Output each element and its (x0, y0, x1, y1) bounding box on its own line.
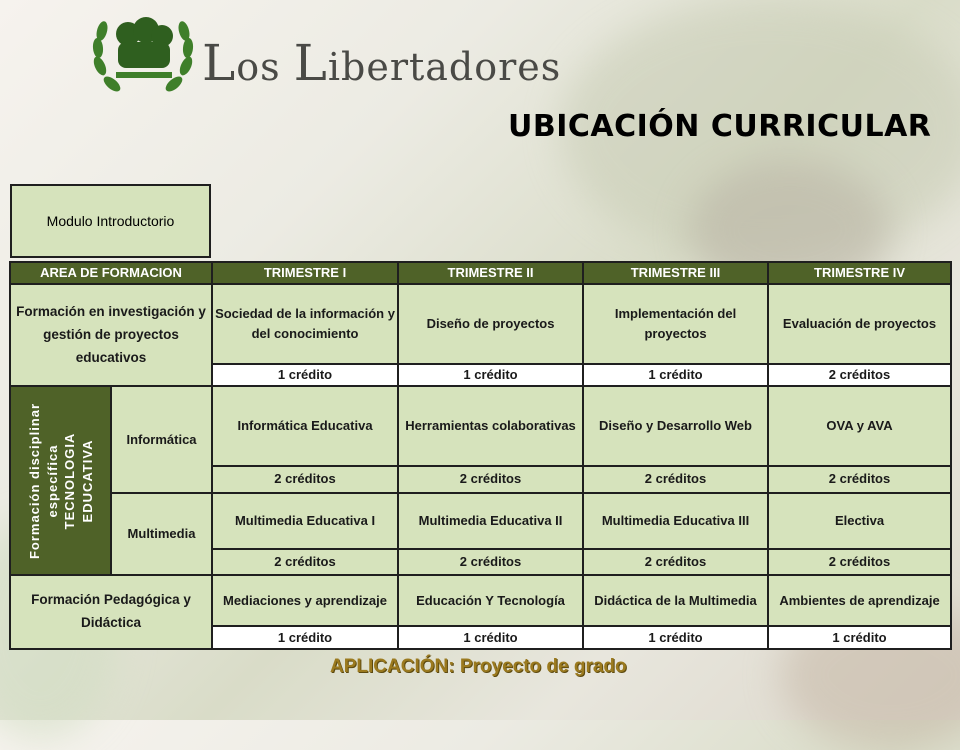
subarea-informatica: Informática (111, 386, 212, 492)
credit-cell: 2 créditos (398, 549, 583, 576)
header-trimestre-1: TRIMESTRE I (212, 262, 398, 284)
course-cell: Didáctica de la Multimedia (583, 575, 768, 626)
course-cell: Sociedad de la información y del conocimiento (212, 284, 398, 364)
credit-cell: 1 crédito (398, 626, 583, 649)
course-cell: OVA y AVA (768, 386, 951, 466)
credit-cell: 2 créditos (583, 466, 768, 493)
header-trimestre-4: TRIMESTRE IV (768, 262, 951, 284)
credit-cell: 2 créditos (768, 549, 951, 576)
course-cell: Informática Educativa (212, 386, 398, 466)
course-cell: Herramientas colaborativas (398, 386, 583, 466)
table-row (10, 386, 951, 466)
credit-cell: 1 crédito (583, 364, 768, 386)
course-cell: Implementación del proyectos (583, 284, 768, 364)
course-cell: Mediaciones y aprendizaje (212, 575, 398, 626)
area-pedagogica: Formación Pedagógica y Didáctica (10, 575, 212, 649)
header-trimestre-2: TRIMESTRE II (398, 262, 583, 284)
credit-cell: 1 crédito (212, 364, 398, 386)
course-cell: Multimedia Educativa I (212, 493, 398, 549)
course-cell: Educación Y Tecnología (398, 575, 583, 626)
credit-cell: 1 crédito (583, 626, 768, 649)
course-cell: Multimedia Educativa III (583, 493, 768, 549)
modulo-introductorio: Modulo Introductorio (10, 184, 211, 258)
table-row (10, 575, 951, 626)
credit-cell: 2 créditos (768, 364, 951, 386)
page-title: UBICACIÓN CURRICULAR (508, 109, 932, 144)
credit-cell: 1 crédito (212, 626, 398, 649)
area-disciplinar: Formación disciplinar específica TECNOLOGIA EDUCATIVA (10, 386, 111, 575)
header-row (10, 262, 951, 284)
course-cell: Evaluación de proyectos (768, 284, 951, 364)
credit-cell: 2 créditos (212, 549, 398, 576)
course-cell: Ambientes de aprendizaje (768, 575, 951, 626)
credit-cell: 2 créditos (768, 466, 951, 493)
header-trimestre-3: TRIMESTRE III (583, 262, 768, 284)
laurel-emblem-icon (88, 4, 198, 104)
curriculum-table (9, 261, 952, 650)
credit-cell: 1 crédito (768, 626, 951, 649)
course-cell: Electiva (768, 493, 951, 549)
course-cell: Multimedia Educativa II (398, 493, 583, 549)
header-area: AREA DE FORMACION (10, 262, 212, 284)
course-cell: Diseño y Desarrollo Web (583, 386, 768, 466)
logo (88, 4, 562, 104)
credit-cell: 2 créditos (583, 549, 768, 576)
credit-cell: 2 créditos (212, 466, 398, 493)
area-investigacion: Formación en investigación y gestión de proyectos educativos (10, 284, 212, 386)
credit-cell: 1 crédito (398, 364, 583, 386)
subarea-multimedia: Multimedia (111, 493, 212, 576)
course-cell: Diseño de proyectos (398, 284, 583, 364)
table-row (10, 493, 951, 549)
credit-cell: 2 créditos (398, 466, 583, 493)
table-row (10, 284, 951, 364)
aplicacion-text: APLICACIÓN: Proyecto de grado (330, 656, 627, 677)
brand-name: Los Libertadores (202, 34, 562, 92)
